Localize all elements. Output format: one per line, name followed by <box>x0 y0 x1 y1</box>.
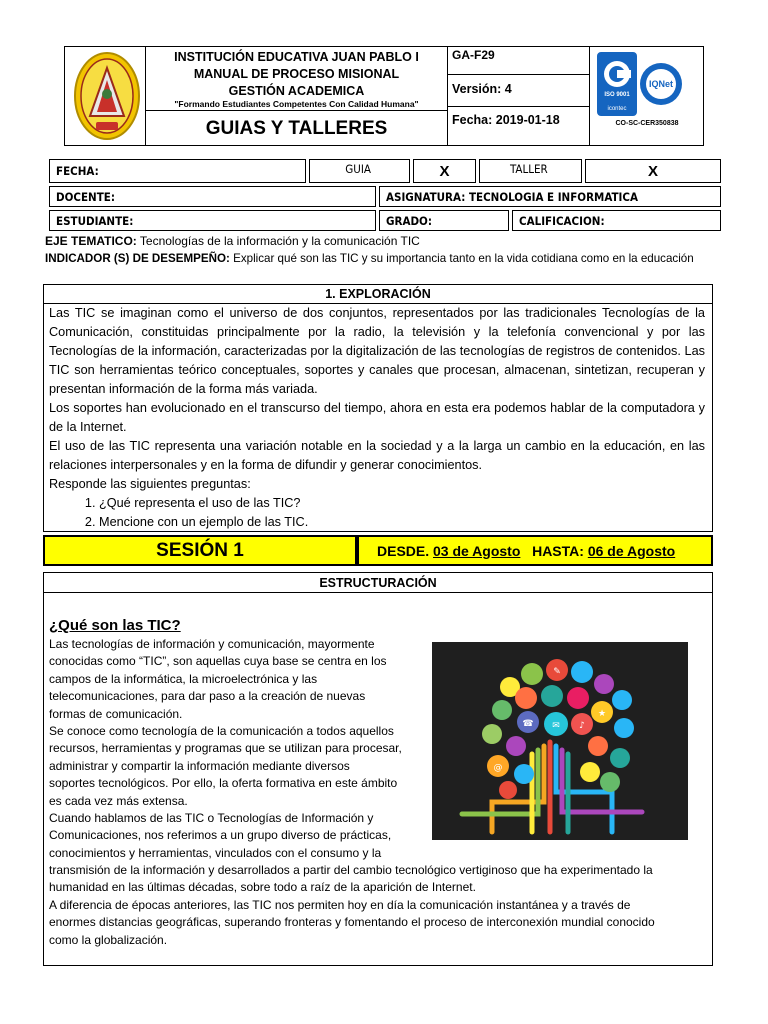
questions-list <box>49 494 705 532</box>
grado-field[interactable]: GRADO: <box>379 210 509 231</box>
cert-code: CO-SC-CER350838 <box>615 119 679 127</box>
text-line: administrar y compartir la información mediante diversos <box>49 758 350 773</box>
text-line: es cada vez más extensa. <box>49 793 188 808</box>
exploracion-paragraph-2: Los soportes han evolucionado en el transcurso del tiempo, ahora en esta era podemos hablar de la computadora y de la Internet. <box>49 401 705 434</box>
indicador-text: Explicar qué son las TIC y su importancia tanto en la vida cotidiana como en la educación <box>229 252 694 265</box>
management-title: GESTIÓN ACADEMICA <box>228 83 365 98</box>
fecha-field[interactable]: FECHA: <box>49 159 306 183</box>
exploracion-paragraph-3: El uso de las TIC representa una variación notable en la sociedad y a la larga un cambio en la educación, en las relaciones interpersonales y en la forma de difundir y generar conocimientos. <box>49 439 705 472</box>
text-line: humanidad en las últimas décadas, sobre todo a raíz de la aparición de Internet. <box>49 880 476 895</box>
doc-version: Versión: 4 <box>452 82 512 96</box>
docente-field[interactable]: DOCENTE: <box>49 186 376 207</box>
tic-heading: ¿Qué son las TIC? <box>49 617 181 634</box>
text-line: recursos, herramientas y programas que se utilizan para procesar, <box>49 741 402 756</box>
svg-text:✎: ✎ <box>553 667 561 677</box>
text-line: A diferencia de épocas anteriores, las TIC nos permiten hoy en día la comunicación instantánea y a través de <box>49 897 631 912</box>
svg-text:♪: ♪ <box>579 721 585 731</box>
desde-label: DESDE. <box>377 542 430 559</box>
exploracion-title: 1. EXPLORACIÓN <box>325 287 431 301</box>
estructuracion-title: ESTRUCTURACIÓN <box>319 575 437 590</box>
text-line: campos de la informática, la microelectrónica y las <box>49 671 318 686</box>
sesion-dates <box>357 535 713 566</box>
motto: "Formando Estudiantes Competentes Con Calidad Humana" <box>174 99 419 109</box>
indicador-label: INDICADOR (S) DE DESEMPEÑO: <box>45 252 230 265</box>
text-line: Comunicaciones, nos referimos a un grupo diverso de prácticas, <box>49 828 392 843</box>
text-line: Se conoce como tecnología de la comunicación a todos aquellos <box>49 724 394 739</box>
text-line: conocidas como “TIC”, son aquellas cuya base se centra en los <box>49 654 387 669</box>
calificacion-field[interactable]: CALIFICACION: <box>512 210 721 231</box>
hasta-label: HASTA: <box>532 542 584 559</box>
asignatura-field: ASIGNATURA: TECNOLOGIA E INFORMATICA <box>379 186 721 207</box>
header-hline-meta-1 <box>447 74 589 75</box>
guia-mark[interactable]: X <box>413 159 476 183</box>
text-line: formas de comunicación. <box>49 706 183 721</box>
text-line: Cuando hablamos de las TIC o Tecnologías de Información y <box>49 811 374 826</box>
iqnet-label: IQNet <box>648 79 673 89</box>
question-item: 1. ¿Qué representa el uso de las TIC? <box>99 494 705 513</box>
desde-value: 03 de Agosto <box>433 542 521 559</box>
estructuracion-divider <box>43 592 713 593</box>
manual-title: MANUAL DE PROCESO MISIONAL <box>193 66 400 81</box>
eje-tematico <box>45 234 735 251</box>
indicador-desempeno <box>45 252 745 269</box>
estudiante-field[interactable]: ESTUDIANTE: <box>49 210 376 231</box>
header-divider-meta <box>447 46 448 146</box>
exploracion-paragraph-1: Las TIC se imaginan como el universo de dos conjuntos, representados por las tradicionales Tecnologías de la Comunicación, constituidas principalmente por la radio, la televisión y la telefonía convencional y por las Tecnologías de la información, caracterizadas por la digitalización de las tecnologías de registros de contenidos. Las TIC son herramientas teórico conceptuales, soportes y canales que procesan, almacenan, sintetizan, recuperan y presentan información de la forma más variada. <box>49 306 705 396</box>
iso-label: ISO 9001 <box>604 92 630 98</box>
institution-name: INSTITUCIÓN EDUCATIVA JUAN PABLO I <box>174 49 419 64</box>
tic-tree-image <box>432 642 688 840</box>
svg-text:@: @ <box>493 763 503 773</box>
svg-text:★: ★ <box>597 709 607 719</box>
sesion-title: SESIÓN 1 <box>43 535 357 566</box>
header-hline-meta-2 <box>447 106 589 107</box>
svg-text:✉: ✉ <box>552 721 560 731</box>
school-logo <box>72 50 142 142</box>
text-line: Las tecnologías de información y comunicación, mayormente <box>49 637 375 651</box>
text-line: conocimientos y herramientas, vinculados con el consumo y la <box>49 845 382 860</box>
hasta-value: 06 de Agosto <box>587 542 676 559</box>
doc-title: GUIAS Y TALLERES <box>205 117 388 139</box>
text-line: soportes tecnológicos. Por ello, la oferta formativa en este ámbito <box>49 776 398 791</box>
exploracion-paragraph-4: Responde las siguientes preguntas: <box>49 477 251 491</box>
question-item: 2. Mencione con un ejemplo de las TIC. <box>99 513 705 532</box>
eje-text: Tecnologías de la información y la comunicación TIC <box>136 234 420 248</box>
text-line: como la globalización. <box>49 932 168 947</box>
text-line: telecomunicaciones, para dar paso a la creación de nuevas <box>49 689 366 704</box>
text-line: enormes distancias geográficas, superando fronteras y fomentando el proceso de interconexión mundial conocido <box>49 915 655 930</box>
exploracion-body <box>49 304 705 532</box>
doc-date: Fecha: 2019-01-18 <box>452 113 560 127</box>
doc-code: GA-F29 <box>452 48 495 62</box>
svg-text:☎: ☎ <box>522 719 534 729</box>
text-line: transmisión de la información y desarrollados a partir del cambio tecnológico vertiginoso que ha experimentado la <box>49 863 653 877</box>
icontec-label: icontec <box>607 106 627 112</box>
guia-field: GUIA <box>309 159 410 183</box>
taller-mark[interactable]: X <box>585 159 721 183</box>
tic-text-left <box>49 636 429 862</box>
header-divider-cert <box>589 46 590 146</box>
eje-label: EJE TEMATICO: <box>45 234 137 248</box>
tic-text-full <box>49 862 709 949</box>
taller-field: TALLER <box>479 159 582 183</box>
